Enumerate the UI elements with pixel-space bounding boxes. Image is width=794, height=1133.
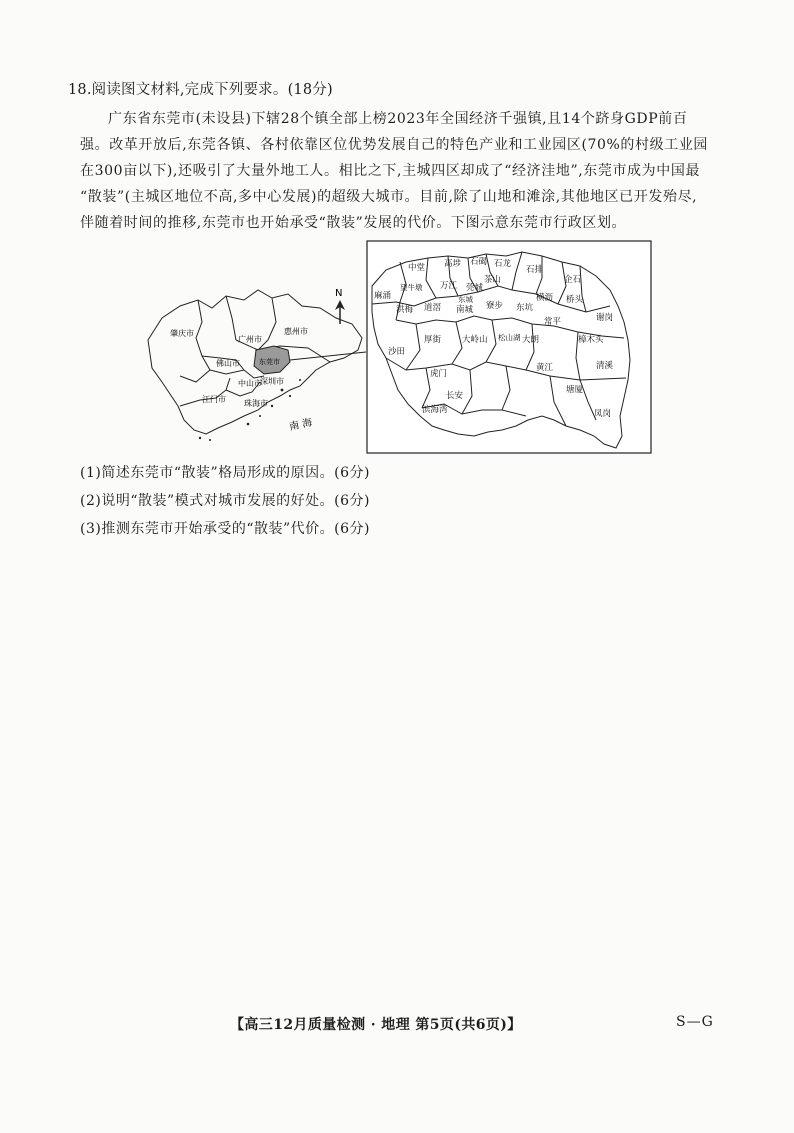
town-label: 茶山 xyxy=(484,275,502,285)
town-label: 虎门 xyxy=(430,369,448,379)
sea-label: 南 海 xyxy=(288,417,314,433)
town-label: 中堂 xyxy=(408,263,426,273)
district-map xyxy=(366,240,652,454)
paragraph-line: 在300亩以下),还吸引了大量外地工人。相比之下,主城四区却成了“经济洼地”,东莞市成为中国最 xyxy=(80,163,701,179)
town-label: 寮步 xyxy=(486,301,504,311)
town-label: 塘厦 xyxy=(566,385,584,395)
north-arrow-icon xyxy=(330,286,350,326)
town-label: 横沥 xyxy=(536,293,554,303)
town-label: 黄江 xyxy=(536,363,554,373)
city-label: 东莞市 xyxy=(259,358,280,366)
town-label: 洪梅 xyxy=(396,305,414,315)
city-label: 江门市 xyxy=(202,395,226,404)
paragraph-line: “散装”(主城区地位不高,多中心发展)的超级大城市。目前,除了山地和滩涂,其他地区已开发殆尽, xyxy=(80,189,698,205)
town-label: 长安 xyxy=(446,391,464,401)
paragraph-line: 广东省东莞市(未设县)下辖28个镇全部上榜2023年全国经济千强镇,且14个跻身GDP前百 xyxy=(108,111,688,127)
town-label: 大朗 xyxy=(522,335,540,345)
town-label: 凤岗 xyxy=(594,409,612,419)
city-label: 佛山市 xyxy=(216,359,240,368)
town-label: 企石 xyxy=(564,275,582,285)
town-label: 万江 xyxy=(440,281,458,291)
town-label: 桥头 xyxy=(566,295,584,305)
town-label: 松山湖 xyxy=(498,333,521,342)
city-label: 中山市 xyxy=(238,379,262,388)
town-label: 石排 xyxy=(526,265,544,275)
town-label: 谢岗 xyxy=(596,313,614,323)
town-label: 石碣 xyxy=(470,257,488,267)
north-label: N xyxy=(335,288,343,299)
town-label: 大岭山 xyxy=(462,335,488,345)
town-label: 莞城 xyxy=(466,283,484,293)
city-label: 珠海市 xyxy=(244,399,268,408)
town-label: 石龙 xyxy=(494,259,512,269)
town-label: 高埗 xyxy=(444,259,462,269)
question-heading: 18.阅读图文材料,完成下列要求。(18分) xyxy=(68,82,333,98)
town-label: 道滘 xyxy=(424,303,442,313)
town-label: 南城 xyxy=(456,305,474,315)
town-label: 清溪 xyxy=(596,361,614,371)
town-label: 樟木头 xyxy=(578,335,604,345)
town-label: 厚街 xyxy=(424,335,442,345)
sub-question-1: (1)简述东莞市“散装”格局形成的原因。(6分) xyxy=(80,465,370,481)
paragraph-line: 伴随着时间的推移,东莞市也开始承受“散装”发展的代价。下图示意东莞市行政区划。 xyxy=(80,215,627,231)
town-label: 滨海湾 xyxy=(422,405,448,415)
material-paragraph xyxy=(80,106,734,236)
town-label: 沙田 xyxy=(388,347,406,357)
city-label: 惠州市 xyxy=(284,327,308,336)
paragraph-line: 强。改革开放后,东莞各镇、各村依靠区位优势发展自己的特色产业和工业园区(70%的村级工业园 xyxy=(80,137,709,153)
town-label: 东坑 xyxy=(516,303,534,313)
town-label: 望牛墩 xyxy=(400,283,423,292)
page-footer-code: S—G xyxy=(676,1014,714,1030)
town-label: 东城 xyxy=(458,295,473,304)
sub-question-3: (3)推测东莞市开始承受的“散装”代价。(6分) xyxy=(80,521,370,537)
city-label: 肇庆市 xyxy=(170,329,194,338)
city-label: 广州市 xyxy=(238,335,262,344)
town-label: 麻涌 xyxy=(374,291,392,301)
page-footer-title: 【高三12月质量检测 · 地理 第5页(共6页)】 xyxy=(230,1017,522,1033)
city-label: 深圳市 xyxy=(260,377,284,386)
town-label: 常平 xyxy=(544,317,562,327)
sub-question-2: (2)说明“散装”模式对城市发展的好处。(6分) xyxy=(80,493,370,509)
